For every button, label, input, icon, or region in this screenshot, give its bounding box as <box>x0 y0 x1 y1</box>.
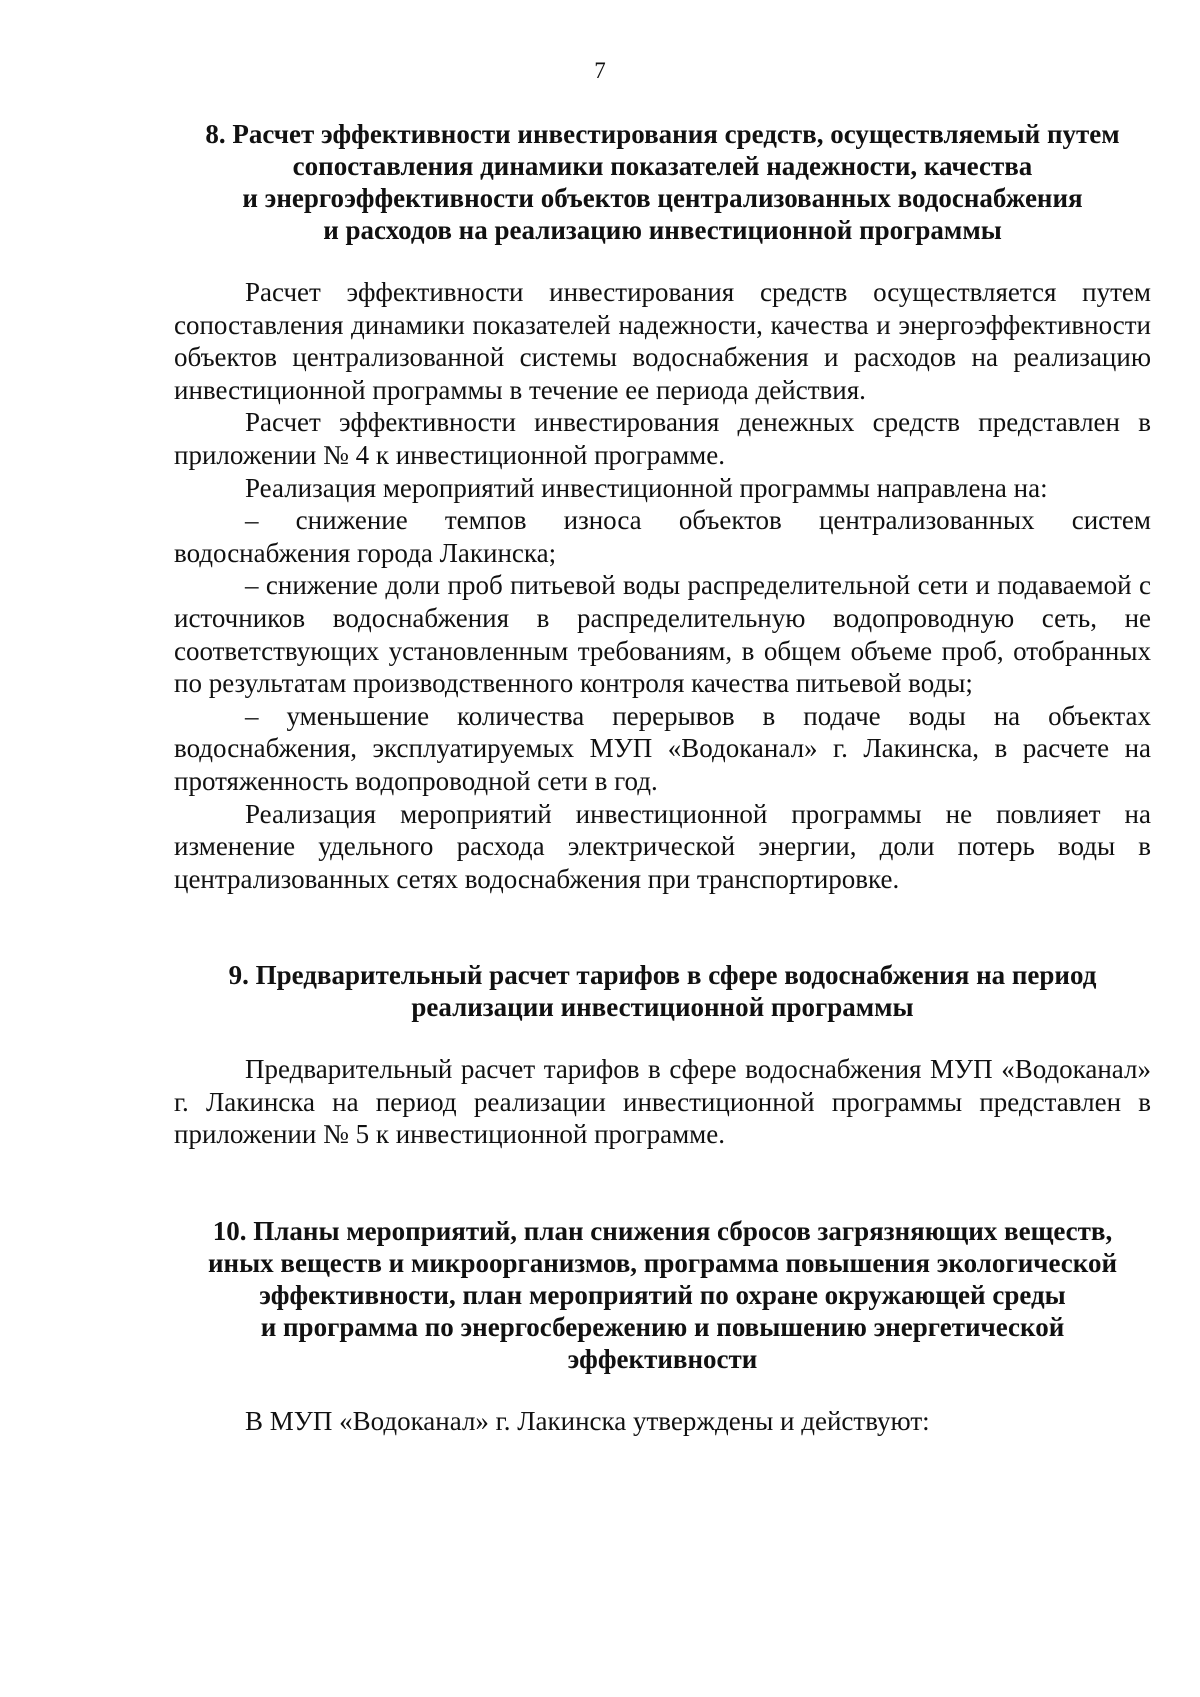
section-8-heading <box>174 118 1151 246</box>
section-8-paragraph: Расчет эффективности инвестирования денежных средств представлен в приложении № 4 к инвестиционной программе. <box>174 407 1151 470</box>
section-10-paragraph: В МУП «Водоканал» г. Лакинска утверждены и действуют: <box>245 1406 930 1437</box>
section-9-heading <box>174 959 1151 1023</box>
heading-line: эффективности, план мероприятий по охране окружающей среды <box>259 1280 1066 1311</box>
spacer <box>174 1375 1151 1405</box>
heading-line: сопоставления динамики показателей надежности, качества <box>292 151 1033 181</box>
heading-line: 10. Планы мероприятий, план снижения сбросов загрязняющих веществ, <box>212 1216 1113 1247</box>
section-8-list-item: – снижение темпов износа объектов централизованных систем водоснабжения города Лакинска; <box>174 505 1151 568</box>
spacer <box>174 1023 1151 1053</box>
section-8-paragraph: Реализация мероприятий инвестиционной программы не повлияет на изменение удельного расхода электрической энергии, доли потерь воды в централизованных сетях водоснабжения при транспортировке. <box>174 798 1151 894</box>
spacer <box>174 246 1151 276</box>
heading-line: 9. Предварительный расчет тарифов в сфере водоснабжения на период <box>228 960 1097 991</box>
heading-line: реализации инвестиционной программы <box>411 992 914 1023</box>
heading-line: и расходов на реализацию инвестиционной программы <box>323 215 1002 245</box>
heading-line: 8. Расчет эффективности инвестирования средств, осуществляемый путем <box>205 119 1120 149</box>
section-8-list-item: – снижение доли проб питьевой воды распределительной сети и подаваемой с источников водоснабжения в распределительную водопроводную сеть, не соответствующих установленным требованиям, в общем объеме проб, отобранных по результатам производственного контроля качества питьевой воды; <box>174 570 1151 699</box>
section-9-paragraph: Предварительный расчет тарифов в сфере водоснабжения МУП «Водоканал» г. Лакинска на период реализации инвестиционной программы представлен в приложении № 5 к инвестиционной программе. <box>174 1054 1151 1150</box>
section-8-paragraph: Расчет эффективности инвестирования средств осуществляется путем сопоставления динамики показателей надежности, качества и энергоэффективности объектов централизованной системы водоснабжения и расходов на реализацию инвестиционной программы в течение ее периода действия. <box>174 277 1151 405</box>
section-10-heading <box>174 1215 1151 1375</box>
section-8-list-item: – уменьшение количества перерывов в подаче воды на объектах водоснабжения, эксплуатируемых МУП «Водоканал» г. Лакинска, в расчете на протяженность водопроводной сети в год. <box>174 700 1151 796</box>
heading-line: иных веществ и микроорганизмов, программа повышения экологической <box>207 1248 1118 1279</box>
section-8-paragraph: Реализация мероприятий инвестиционной программы направлена на: <box>245 472 1048 503</box>
heading-line: эффективности <box>567 1344 758 1375</box>
spacer <box>174 1151 1151 1215</box>
page-content <box>174 118 1151 1438</box>
spacer <box>174 895 1151 959</box>
heading-line: и энергоэффективности объектов централизованных водоснабжения <box>242 183 1083 213</box>
heading-line: и программа по энергосбережению и повышению энергетической <box>260 1312 1065 1343</box>
page-number: 7 <box>594 58 606 83</box>
